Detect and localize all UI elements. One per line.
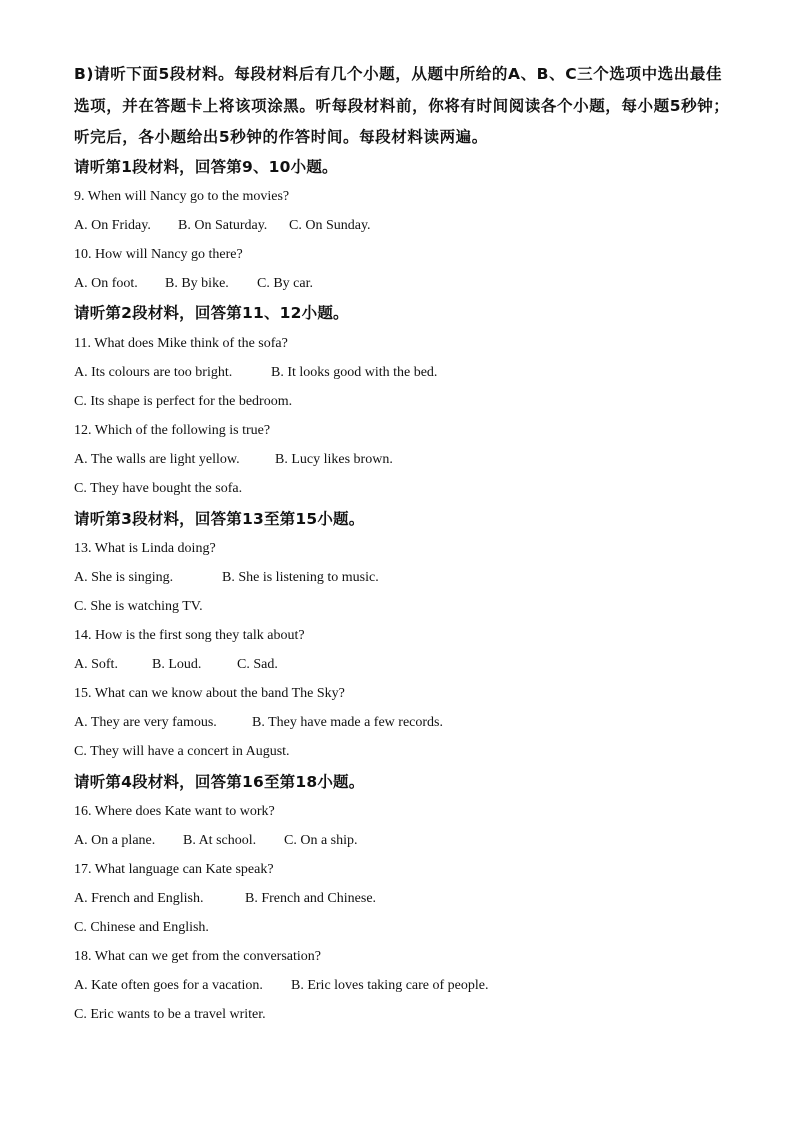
question-11-option-a: A. Its colours are too bright. [74, 365, 233, 380]
question-9-option-a: A. On Friday. [74, 218, 151, 233]
question-15-option-c: C. They will have a concert in August. [74, 744, 290, 759]
question-17-option-a: A. French and English. [74, 891, 204, 906]
question-17-stem: 17. What language can Kate speak? [74, 862, 274, 877]
question-12-option-a: A. The walls are light yellow. [74, 452, 240, 467]
question-16-option-b: B. At school. [183, 833, 257, 848]
question-16-option-a: A. On a plane. [74, 833, 156, 848]
question-14-option-b: B. Loud. [152, 657, 202, 672]
question-12-option-c: C. They have bought the sofa. [74, 481, 243, 496]
question-13-option-b: B. She is listening to music. [222, 570, 379, 585]
section-2-heading: 请听第2段材料，回答第11、12小题。 [74, 304, 349, 322]
question-18-option-a: A. Kate often goes for a vacation. [74, 978, 263, 993]
question-17-option-b: B. French and Chinese. [245, 891, 377, 906]
question-14-option-c: C. Sad. [237, 657, 278, 672]
question-11-option-b: B. It looks good with the bed. [271, 365, 438, 380]
question-15-option-a: A. They are very famous. [74, 715, 217, 730]
question-18-stem: 18. What can we get from the conversation? [74, 949, 321, 964]
question-10-option-c: C. By car. [257, 276, 313, 291]
question-18-option-b: B. Eric loves taking care of people. [291, 978, 489, 993]
instructions-line-3: 听完后，各小题给出5秒钟的作答时间。每段材料读两遍。 [74, 128, 488, 146]
question-9-option-b: B. On Saturday. [178, 218, 268, 233]
question-13-option-c: C. She is watching TV. [74, 599, 203, 614]
instructions-line-1: B)请听下面5段材料。每段材料后有几个小题，从题中所给的A、B、C三个选项中选出最佳 [74, 65, 723, 83]
section-3-heading: 请听第3段材料，回答第13至第15小题。 [74, 510, 365, 528]
question-12-option-b: B. Lucy likes brown. [275, 452, 393, 467]
question-16-option-c: C. On a ship. [284, 833, 358, 848]
question-16-stem: 16. Where does Kate want to work? [74, 804, 275, 819]
question-11-option-c: C. Its shape is perfect for the bedroom. [74, 394, 293, 409]
question-10-stem: 10. How will Nancy go there? [74, 247, 243, 262]
question-10-option-b: B. By bike. [165, 276, 229, 291]
question-13-stem: 13. What is Linda doing? [74, 541, 216, 556]
question-14-stem: 14. How is the first song they talk about? [74, 628, 305, 643]
question-10-option-a: A. On foot. [74, 276, 138, 291]
question-14-option-a: A. Soft. [74, 657, 118, 672]
question-18-option-c: C. Eric wants to be a travel writer. [74, 1007, 266, 1022]
section-4-heading: 请听第4段材料，回答第16至第18小题。 [74, 773, 365, 791]
question-9-option-c: C. On Sunday. [289, 218, 371, 233]
question-15-option-b: B. They have made a few records. [252, 715, 443, 730]
question-13-option-a: A. She is singing. [74, 570, 174, 585]
section-1-heading: 请听第1段材料，回答第9、10小题。 [74, 158, 338, 176]
question-11-stem: 11. What does Mike think of the sofa? [74, 336, 288, 351]
question-9-stem: 9. When will Nancy go to the movies? [74, 189, 290, 204]
question-12-stem: 12. Which of the following is true? [74, 423, 271, 438]
instructions-line-2: 选项，并在答题卡上将该项涂黑。听每段材料前，你将有时间阅读各个小题，每小题5秒钟； [74, 97, 730, 115]
question-15-stem: 15. What can we know about the band The Sky? [74, 686, 345, 701]
question-17-option-c: C. Chinese and English. [74, 920, 209, 935]
